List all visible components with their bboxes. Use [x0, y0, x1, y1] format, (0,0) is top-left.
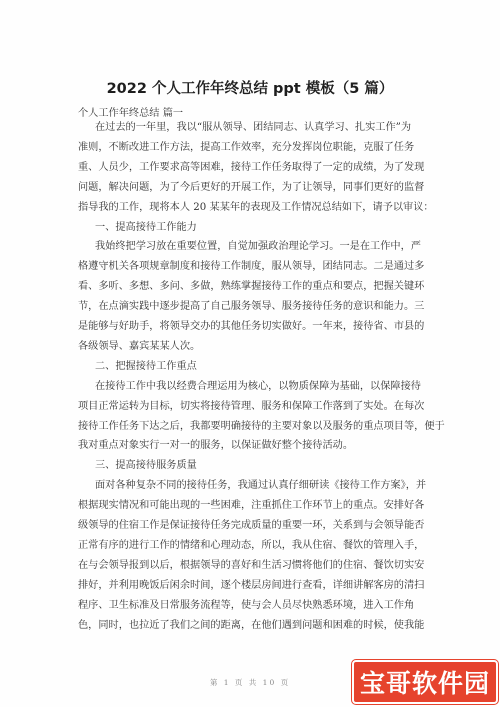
document-title: 2022 个人工作年终总结 ppt 模板（5 篇）: [106, 81, 394, 97]
body-line: 程序、卫生标准及日常服务流程等，使与会人员尽快熟悉环境，进入工作角: [78, 599, 415, 611]
body-line: 各级领导、嘉宾某某人次。: [78, 340, 201, 352]
page-footer: 第 1 页 共 10 页: [209, 678, 291, 687]
body-line: 问题，解决问题，为了今后更好的开展工作，为了让领导，同事们更好的监督: [78, 181, 425, 193]
body-line: 色，同时，也拉近了我们之间的距离，在他们遇到问题和困难的时候，使我能: [78, 619, 425, 631]
body-line: 接待工作任务下达之后，我都要明确接待的主要对象以及服务的重点项目等，便于: [78, 420, 445, 432]
body-line: 在与会领导报到以后，根据领导的喜好和生活习惯将他们的住宿、餐饮切实安: [78, 559, 425, 571]
body-line: 根据现实情况和可能出现的一些困难，注重抓住工作环节上的重点。安排好各: [78, 500, 425, 512]
body-line: 正常有序的进行工作的情绪和心理动态，所以，我从住宿、餐饮的管理入手，: [78, 539, 425, 551]
body-line: 看、多听、多想、多问、多做，熟练掌握接待工作的重点和要点，把握关键环: [78, 281, 425, 293]
body-line: 格遵守机关各项规章制度和接待工作制度，服从领导，团结同志。二是通过多: [78, 261, 425, 273]
watermark-logo: 宝哥软件园: [352, 660, 498, 704]
body-line: 准则，不断改进工作方法，提高工作效率，充分发挥岗位职能，克服了任务: [78, 141, 415, 153]
body-line: 级领导的住宿工作是保证接待任务完成质量的重要一环，关系到与会领导能否: [78, 520, 425, 531]
body-line: 一、提高接待工作能力: [95, 221, 197, 233]
body-line: 我始终把学习放在重要位置，自觉加强政治理论学习。一是在工作中，严: [95, 241, 421, 253]
body-line: 项目正常运转为目标，切实将接待管理、服务和保障工作落到了实处。在每次: [78, 400, 425, 412]
body-line: 在过去的一年里，我以“服从领导、团结同志、认真学习、扎实工作”为: [95, 122, 412, 133]
body-line: 是能够与好助手，将领导交办的其他任务切实做好。一年来，接待省、市县的: [78, 321, 425, 332]
body-line: 我对重点对象实行一对一的服务，以保证做好整个接待活动。: [78, 440, 354, 452]
body-line: 重、人员少，工作要求高等困难，接待工作任务取得了一定的成绩，为了发现: [78, 161, 425, 173]
body-line: 指导我的工作，现将本人 20 某某年的表现及工作情况总结如下，请予以审议：: [78, 201, 434, 213]
body-line: 在接待工作中我以经费合理运用为核心，以物质保障为基础，以保障接待: [95, 380, 421, 392]
body-line: 节，在点滴实践中逐步提高了自己服务领导、服务接待任务的意识和能力。三: [78, 301, 425, 313]
document-subtitle: 个人工作年终总结 篇一: [78, 108, 184, 119]
body-line: 三、提高接待服务质量: [95, 460, 197, 472]
body-line: 二、把握接待工作重点: [95, 360, 197, 372]
body-line: 面对各种复杂不同的接待任务，我通过认真仔细研读《接待工作方案》，并: [95, 480, 427, 492]
body-line: 排好，并利用晚饭后闲余时间，逐个楼层房间进行查看，详细讲解客房的清扫: [78, 579, 425, 591]
